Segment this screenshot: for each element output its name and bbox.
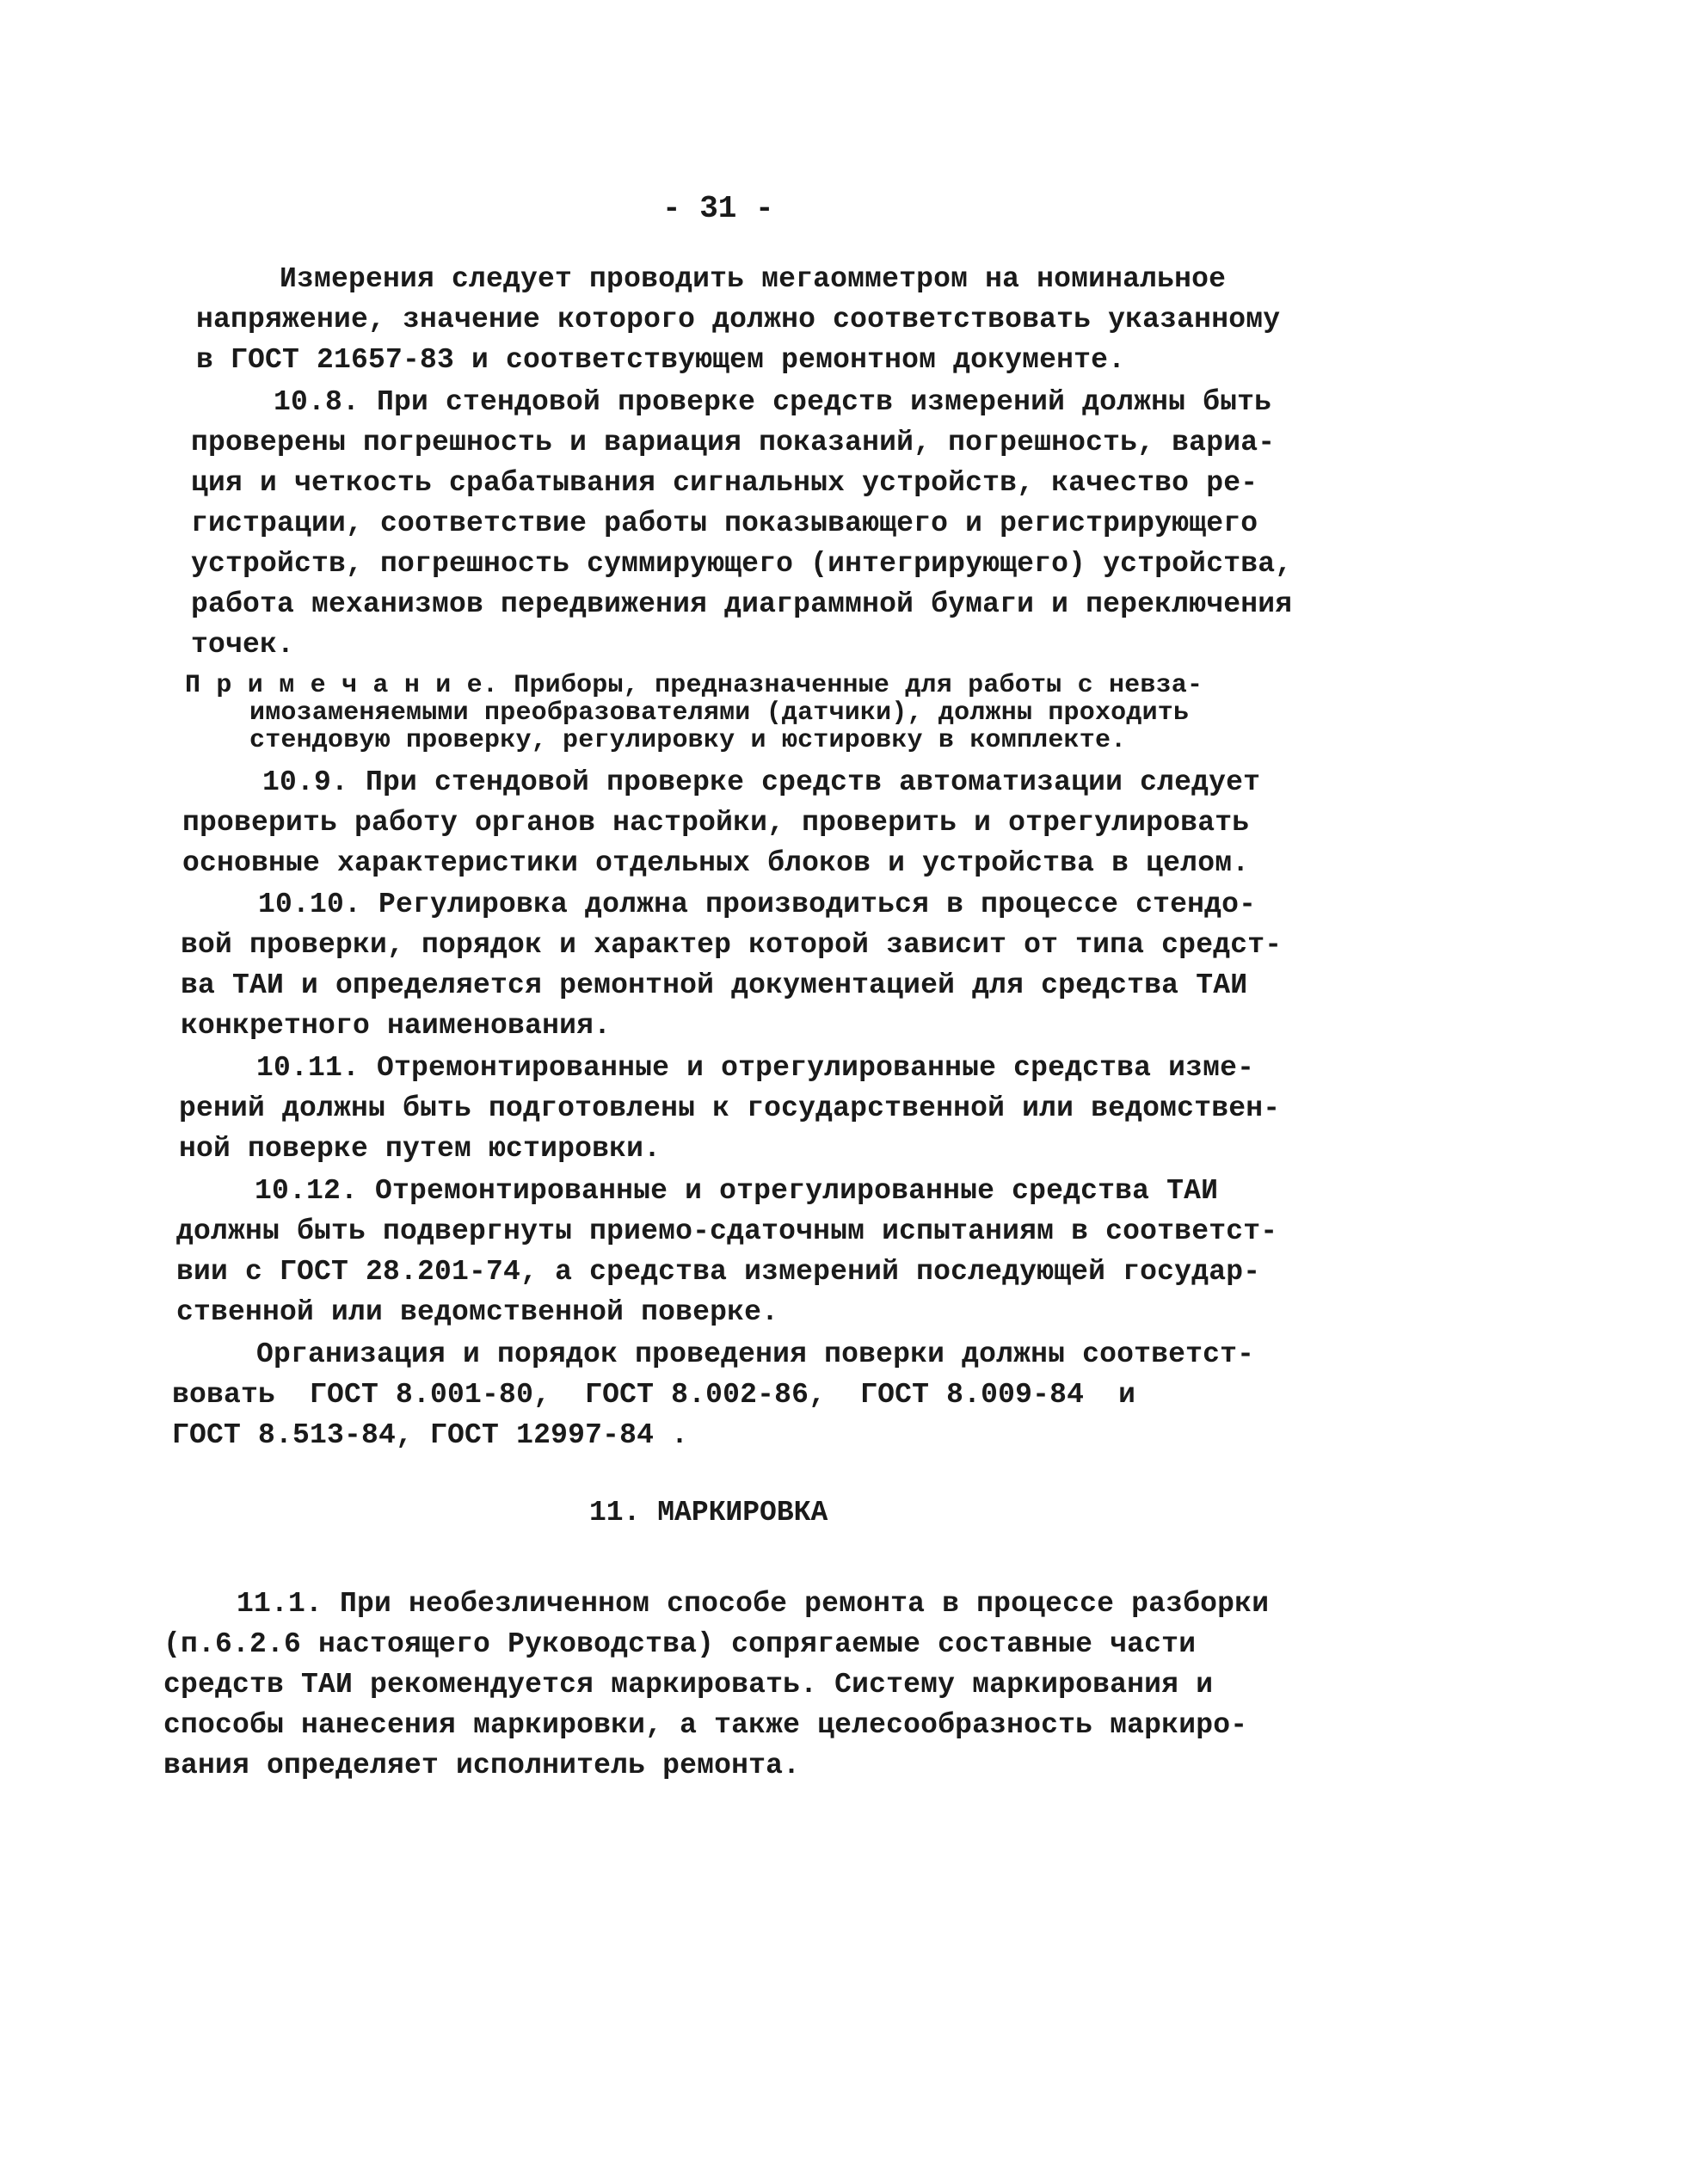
section-heading: 11. МАРКИРОВКА xyxy=(589,1497,828,1529)
text-line: 10.12. Отремонтированные и отрегулированные средства ТАИ xyxy=(255,1175,1219,1207)
text-line: (п.6.2.6 настоящего Руководства) сопрягаемые составные части xyxy=(163,1628,1197,1660)
text-line: способы нанесения маркировки, а также целесообразность маркиро- xyxy=(163,1709,1248,1741)
note-line: П р и м е ч а н и е. Приборы, предназначенные для работы с невза- xyxy=(185,671,1203,700)
text-line: гистрации, соответствие работы показывающего и регистрирующего xyxy=(191,508,1258,539)
text-line: 10.9. При стендовой проверке средств автоматизации следует xyxy=(262,766,1261,798)
text-line: ва ТАИ и определяется ремонтной документацией для средства ТАИ xyxy=(181,969,1248,1001)
text-line: Организация и порядок проведения поверки должны соответст- xyxy=(256,1338,1255,1370)
text-line: ция и четкость срабатывания сигнальных устройств, качество ре- xyxy=(191,467,1258,499)
text-line: вания определяет исполнитель ремонта. xyxy=(163,1750,801,1781)
text-line: средств ТАИ рекомендуется маркировать. Систему маркирования и xyxy=(163,1669,1214,1701)
text-line: должны быть подвергнуты приемо-сдаточным испытаниям в соответст- xyxy=(176,1215,1278,1247)
text-line: ной поверке путем юстировки. xyxy=(179,1133,661,1165)
text-line: устройств, погрешность суммирующего (интегрирующего) устройства, xyxy=(191,548,1293,580)
text-line: напряжение, значение которого должно соответствовать указанному xyxy=(196,304,1281,335)
text-line: ГОСТ 8.513-84, ГОСТ 12997-84 . xyxy=(172,1419,689,1451)
page-number: - 31 - xyxy=(662,191,774,226)
note-line: имозаменяемыми преобразователями (датчики), должны проходить xyxy=(249,698,1190,728)
text-line: вии с ГОСТ 28.201-74, а средства измерений последующей государ- xyxy=(176,1256,1261,1288)
text-line: 10.11. Отремонтированные и отрегулированные средства изме- xyxy=(256,1052,1255,1084)
text-line: 10.8. При стендовой проверке средств измерений должны быть xyxy=(274,386,1272,418)
text-line: работа механизмов передвижения диаграммной бумаги и переключения xyxy=(191,588,1293,620)
note-line: стендовую проверку, регулировку и юстировку в комплекте. xyxy=(249,726,1127,755)
text-line: вовать ГОСТ 8.001-80, ГОСТ 8.002-86, ГОСТ 8.009-84 и xyxy=(172,1379,1136,1411)
text-line: конкретного наименования. xyxy=(181,1010,612,1042)
text-line: 11.1. При необезличенном способе ремонта в процессе разборки xyxy=(237,1588,1270,1620)
text-line: точек. xyxy=(191,629,295,661)
text-line: основные характеристики отдельных блоков и устройства в целом. xyxy=(182,847,1250,879)
text-line: в ГОСТ 21657-83 и соответствующем ремонтном документе. xyxy=(196,344,1126,376)
text-line: рений должны быть подготовлены к государственной или ведомствен- xyxy=(179,1092,1281,1124)
text-line: Измерения следует проводить мегаомметром на номинальное xyxy=(280,263,1227,295)
text-line: проверены погрешность и вариация показаний, погрешность, вариа- xyxy=(191,427,1276,458)
text-line: вой проверки, порядок и характер которой зависит от типа средст- xyxy=(181,929,1283,961)
text-line: проверить работу органов настройки, проверить и отрегулировать xyxy=(182,807,1250,839)
text-line: 10.10. Регулировка должна производиться в процессе стендо- xyxy=(258,889,1257,920)
text-line: ственной или ведомственной поверке. xyxy=(176,1296,779,1328)
